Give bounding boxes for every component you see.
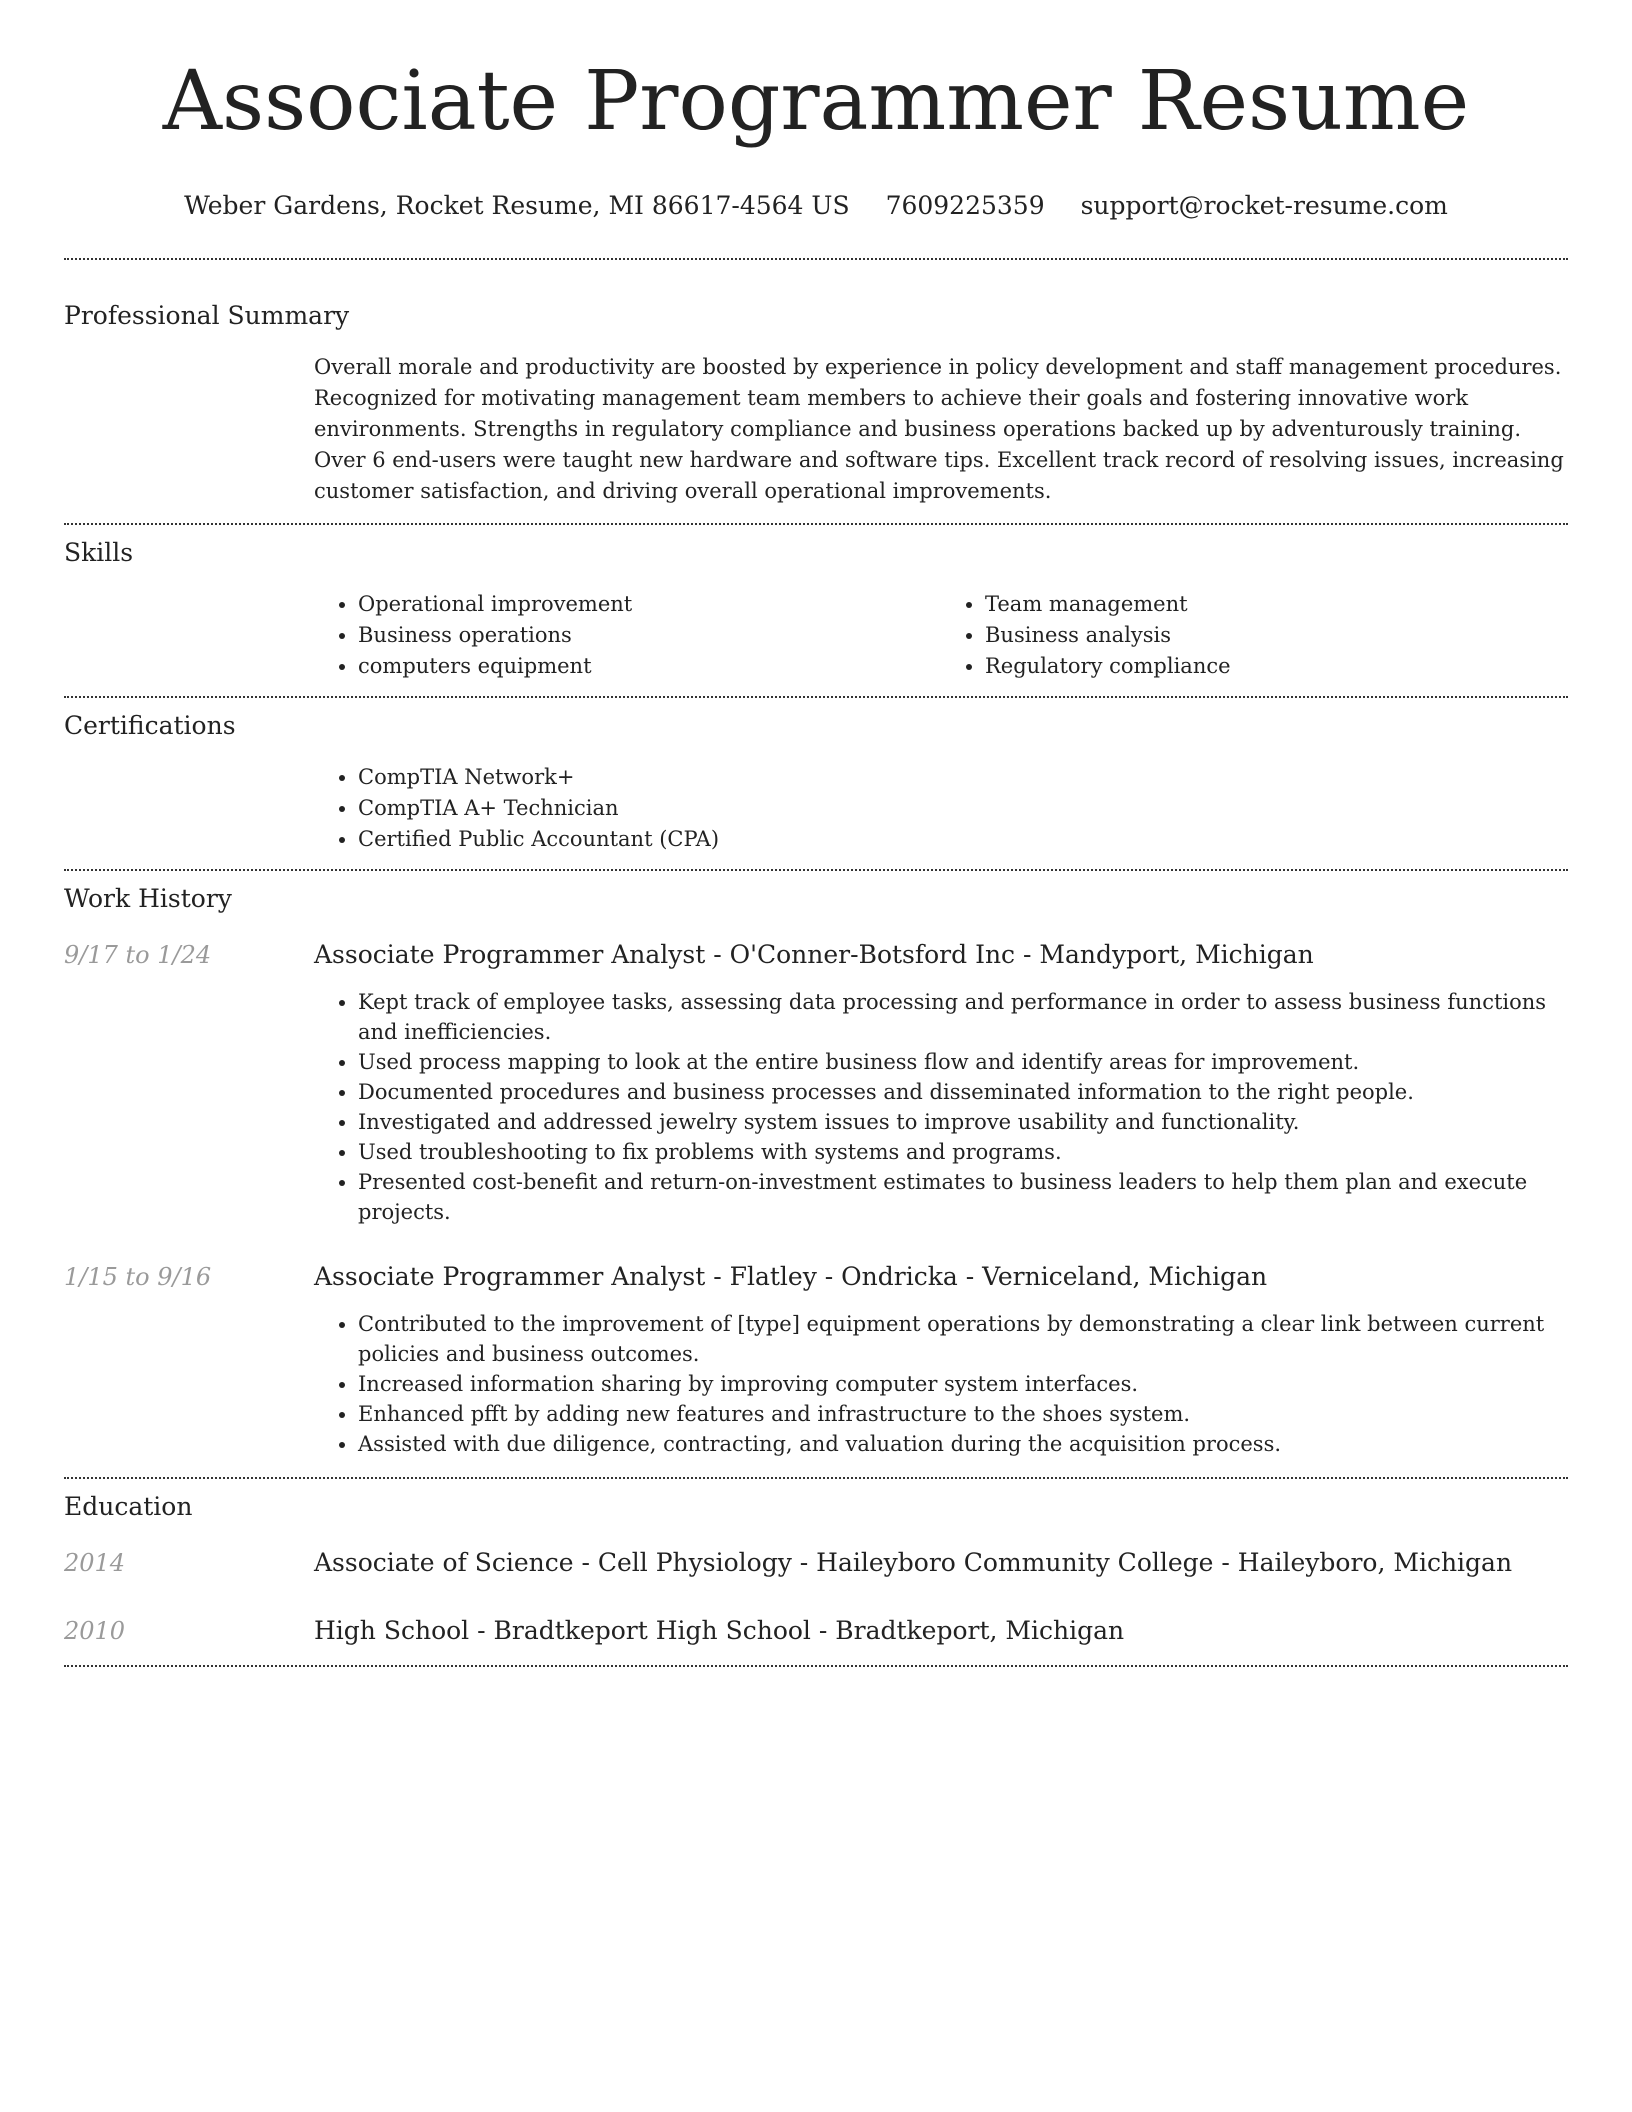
job-bullet: • Increased information sharing by improving computer system interfaces.: [358, 1369, 1568, 1399]
section-heading-education: Education: [64, 1492, 193, 1521]
divider: [64, 523, 1568, 525]
work-section: [64, 883, 1568, 1477]
divider: [64, 258, 1568, 260]
certifications-list: [314, 762, 1568, 855]
skills-section: [64, 537, 1568, 696]
skills-list-left: [314, 589, 941, 682]
education-entry: [64, 1615, 1568, 1647]
divider: [64, 1665, 1568, 1667]
job-bullets: [314, 1309, 1568, 1459]
resume-page: [64, 0, 1568, 1667]
job-bullet: • Enhanced pfft by adding new features and infrastructure to the shoes system.: [358, 1399, 1568, 1429]
job-bullet: • Kept track of employee tasks, assessing data processing and performance in order to assess business functions and inefficiencies.: [358, 987, 1568, 1047]
skill-item: • computers equipment: [358, 651, 941, 682]
certification-item: • CompTIA Network+: [358, 762, 1568, 793]
section-spacer: [64, 1459, 1568, 1477]
education-title: Associate of Science - Cell Physiology - Haileyboro Community College - Haileyboro, Michigan: [314, 1548, 1513, 1577]
education-title: High School - Bradtkeport High School - Bradtkeport, Michigan: [314, 1616, 1125, 1645]
summary-section: [64, 300, 1568, 523]
page-title: Associate Programmer Resume: [162, 54, 1470, 149]
job-bullet: • Contributed to the improvement of [type] equipment operations by demonstrating a clear link between current policies and business outcomes.: [358, 1309, 1568, 1369]
section-spacer: [64, 1647, 1568, 1665]
skill-item: • Operational improvement: [358, 589, 941, 620]
divider: [64, 1477, 1568, 1479]
section-heading-work: Work History: [64, 884, 232, 913]
contact-line: [64, 190, 1568, 222]
job-bullets: [314, 987, 1568, 1227]
job-bullet: • Presented cost-benefit and return-on-investment estimates to business leaders to help them plan and execute projects.: [358, 1167, 1568, 1227]
job-bullet: • Investigated and addressed jewelry system issues to improve usability and functionality.: [358, 1107, 1568, 1137]
contact-address: Weber Gardens, Rocket Resume, MI 86617-4564 US: [184, 191, 850, 220]
job-bullet: • Documented procedures and business processes and disseminated information to the right people.: [358, 1077, 1568, 1107]
certifications-list-wrap: [314, 762, 1568, 869]
skills-list-right: [941, 589, 1568, 682]
certification-item: • Certified Public Accountant (CPA): [358, 824, 1568, 855]
job-bullet: • Used process mapping to look at the entire business flow and identify areas for improvement.: [358, 1047, 1568, 1077]
job-details: [314, 939, 1568, 1227]
education-entry: [64, 1547, 1568, 1579]
section-heading-skills: Skills: [64, 538, 134, 567]
job-bullet: • Used troubleshooting to fix problems with systems and programs.: [358, 1137, 1568, 1167]
contact-phone[interactable]: 7609225359: [885, 191, 1045, 220]
section-heading-certifications: Certifications: [64, 711, 236, 740]
education-year: 2010: [64, 1617, 126, 1645]
job-bullet: • Assisted with due diligence, contracting, and valuation during the acquisition process.: [358, 1429, 1568, 1459]
education-year: 2014: [64, 1549, 126, 1577]
job-title: Associate Programmer Analyst - Flatley - Ondricka - Verniceland, Michigan: [314, 1262, 1268, 1291]
skill-item: • Regulatory compliance: [985, 651, 1568, 682]
contact-email[interactable]: support@rocket-resume.com: [1080, 191, 1448, 220]
divider: [64, 869, 1568, 871]
skill-item: • Team management: [985, 589, 1568, 620]
job-dates: 9/17 to 1/24: [64, 941, 212, 969]
skill-item: • Business operations: [358, 620, 941, 651]
job-details: [314, 1261, 1568, 1459]
job-entry: [64, 939, 1568, 1227]
job-entry: [64, 1261, 1568, 1459]
certifications-section: [64, 710, 1568, 869]
certification-item: • CompTIA A+ Technician: [358, 793, 1568, 824]
job-dates: 1/15 to 9/16: [64, 1263, 212, 1291]
education-section: [64, 1491, 1568, 1665]
divider: [64, 696, 1568, 698]
section-heading-summary: Professional Summary: [64, 301, 350, 330]
skill-item: • Business analysis: [985, 620, 1568, 651]
job-title: Associate Programmer Analyst - O'Conner-Botsford Inc - Mandyport, Michigan: [314, 940, 1314, 969]
summary-text: Overall morale and productivity are boosted by experience in policy development and staff management procedures. Recognized for motivating management team members to achieve their goals and fostering innovative work environments. Strengths in regulatory compliance and business operations backed up by adventurously training. Over 6 end-users were taught new hardware and software tips. Excellent track record of resolving issues, increasing customer satisfaction, and driving overall operational improvements.: [314, 355, 1564, 503]
skills-grid: [314, 589, 1568, 696]
